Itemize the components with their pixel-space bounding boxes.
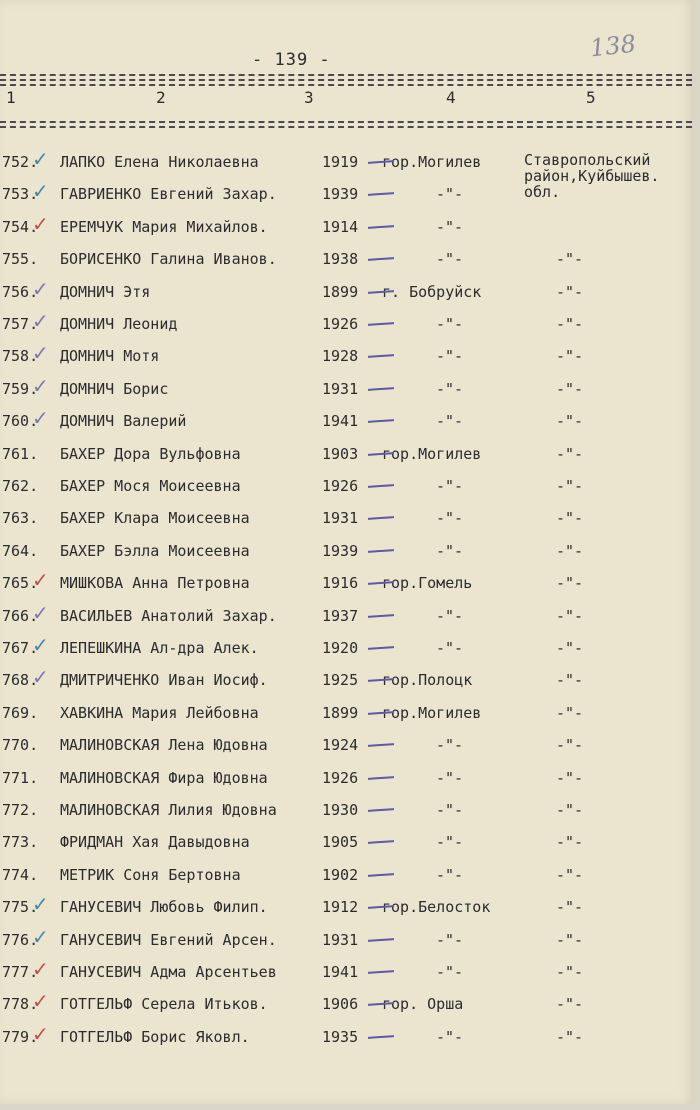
- birth-place: -"-: [436, 509, 464, 528]
- table-row: [0, 210, 692, 240]
- table-row: [0, 696, 692, 726]
- record-number: 762.: [2, 477, 39, 495]
- table-row: [0, 631, 692, 661]
- region: -"-: [556, 282, 584, 301]
- pencil-dash-mark: [368, 354, 394, 358]
- checkmark-icon: ✓: [32, 1021, 49, 1046]
- pencil-dash-mark: [368, 776, 394, 780]
- region: -"-: [556, 801, 584, 819]
- birth-year: 1899: [322, 282, 359, 301]
- person-name: МАЛИНОВСКАЯ Лилия Юдовна: [60, 801, 277, 819]
- archive-number-handwritten: 138: [588, 29, 638, 63]
- pencil-dash-mark: [368, 840, 394, 844]
- birth-year: 1925: [322, 671, 359, 690]
- column-header-1: 1: [6, 88, 16, 107]
- region: -"-: [556, 412, 584, 431]
- birth-place: -"-: [436, 379, 464, 398]
- person-name: МЕТРИК Соня Бертовна: [60, 865, 241, 884]
- record-number: 777.: [2, 963, 39, 981]
- birth-year: 1931: [322, 509, 359, 528]
- birth-place: гор.Полоцк: [382, 671, 473, 690]
- person-name: ДОМНИЧ Этя: [60, 282, 151, 301]
- table-row: [0, 599, 692, 629]
- column-header-4: 4: [446, 88, 456, 107]
- region: -"-: [556, 865, 584, 884]
- checkmark-icon: ✓: [32, 924, 49, 949]
- checkmark-icon: ✓: [32, 600, 49, 625]
- pencil-dash-mark: [368, 516, 394, 520]
- region-line: обл.: [524, 183, 561, 201]
- birth-year: 1916: [322, 574, 359, 593]
- table-row: [0, 1020, 692, 1050]
- birth-place: -"-: [436, 930, 464, 949]
- person-name: ДОМНИЧ Валерий: [60, 412, 187, 431]
- region: -"-: [556, 833, 584, 852]
- pencil-dash-mark: [368, 387, 394, 391]
- birth-place: -"-: [436, 639, 464, 657]
- birth-place: гор. Орша: [382, 995, 464, 1014]
- table-row: [0, 275, 692, 305]
- region: -"-: [556, 477, 584, 495]
- record-number: 754.: [2, 217, 39, 236]
- birth-place: -"-: [436, 865, 464, 884]
- table-row: [0, 372, 692, 402]
- checkmark-icon: ✓: [32, 568, 49, 593]
- record-number: 752.: [2, 153, 39, 171]
- birth-year: 1924: [322, 736, 359, 755]
- page-number: - 139 -: [252, 50, 331, 70]
- birth-year: 1905: [322, 833, 359, 852]
- person-name: БАХЕР Клара Моисеевна: [60, 509, 250, 528]
- region: -"-: [556, 1027, 584, 1046]
- birth-place: -"-: [436, 347, 464, 366]
- birth-year: 1935: [322, 1027, 359, 1046]
- birth-year: 1906: [322, 995, 359, 1014]
- birth-year: 1912: [322, 898, 359, 917]
- checkmark-icon: ✓: [32, 276, 49, 301]
- record-number: 774.: [2, 865, 39, 884]
- checkmark-icon: ✓: [32, 147, 49, 171]
- column-header-5: 5: [586, 88, 596, 107]
- birth-place: -"-: [436, 768, 464, 787]
- birth-place: -"-: [436, 1027, 464, 1046]
- birth-place: -"-: [436, 477, 464, 495]
- person-name: МАЛИНОВСКАЯ Лена Юдовна: [60, 736, 268, 755]
- table-row: [0, 177, 692, 207]
- region: -"-: [556, 703, 584, 722]
- table-row: [0, 404, 692, 434]
- pencil-dash-mark: [368, 970, 394, 974]
- header-rule: [0, 74, 692, 76]
- pencil-dash-mark: [368, 938, 394, 942]
- person-name: ГАНУСЕВИЧ Евгений Арсен.: [60, 930, 277, 949]
- region: -"-: [556, 768, 584, 787]
- person-name: ЛАПКО Елена Николаевна: [60, 153, 259, 171]
- table-row: [0, 242, 692, 272]
- pencil-dash-mark: [368, 322, 394, 326]
- record-number: 756.: [2, 282, 39, 301]
- person-name: ГОТГЕЛЬФ Борис Яковл.: [60, 1027, 250, 1046]
- record-number: 778.: [2, 995, 39, 1014]
- birth-place: гор.Могилев: [382, 703, 482, 722]
- region: -"-: [556, 995, 584, 1014]
- table-row: [0, 437, 692, 467]
- birth-year: 1902: [322, 865, 359, 884]
- region-line: Ставропольский: [524, 151, 651, 169]
- table-row: [0, 663, 692, 693]
- table-row: [0, 923, 692, 953]
- person-name: ЕРЕМЧУК Мария Михайлов.: [60, 217, 268, 236]
- checkmark-icon: ✓: [32, 373, 49, 398]
- region: -"-: [556, 736, 584, 755]
- region: -"-: [556, 930, 584, 949]
- table-row: [0, 793, 692, 823]
- birth-place: -"-: [436, 736, 464, 755]
- birth-place: -"-: [436, 315, 464, 333]
- person-name: ГАВРИЕНКО Евгений Захар.: [60, 185, 277, 204]
- pencil-dash-mark: [368, 225, 394, 229]
- region: -"-: [556, 963, 584, 981]
- record-number: 758.: [2, 347, 39, 366]
- table-row: [0, 728, 692, 758]
- header-rule: [0, 126, 692, 128]
- pencil-dash-mark: [368, 614, 394, 618]
- person-name: ДОМНИЧ Мотя: [60, 347, 160, 366]
- region: -"-: [556, 250, 584, 269]
- checkmark-icon: ✓: [32, 211, 49, 236]
- table-row: [0, 145, 692, 175]
- table-row: [0, 761, 692, 791]
- table-row: [0, 890, 692, 920]
- checkmark-icon: ✓: [32, 665, 49, 690]
- record-number: 763.: [2, 509, 39, 528]
- record-number: 755.: [2, 250, 39, 269]
- person-name: ГАНУСЕВИЧ Любовь Филип.: [60, 898, 268, 917]
- record-number: 753.: [2, 185, 39, 204]
- person-name: БОРИСЕНКО Галина Иванов.: [60, 250, 277, 269]
- birth-year: 1914: [322, 217, 359, 236]
- birth-year: 1937: [322, 606, 359, 625]
- record-number: 759.: [2, 379, 39, 398]
- table-row: [0, 469, 692, 499]
- person-name: ГАНУСЕВИЧ Адма Арсентьев: [60, 963, 277, 981]
- region: -"-: [556, 347, 584, 366]
- record-number: 772.: [2, 801, 39, 819]
- birth-place: -"-: [436, 541, 464, 560]
- header-rule: [0, 84, 692, 86]
- birth-year: 1926: [322, 768, 359, 787]
- birth-place: гор.Белосток: [382, 898, 491, 917]
- pencil-dash-mark: [368, 257, 394, 261]
- record-number: 771.: [2, 768, 39, 787]
- person-name: БАХЕР Дора Вульфовна: [60, 444, 241, 463]
- pencil-dash-mark: [368, 743, 394, 747]
- column-header-3: 3: [304, 88, 314, 107]
- pencil-dash-mark: [368, 808, 394, 812]
- region: -"-: [556, 444, 584, 463]
- region: -"-: [556, 541, 584, 560]
- birth-year: 1938: [322, 250, 359, 269]
- pencil-dash-mark: [368, 192, 394, 196]
- birth-year: 1920: [322, 639, 359, 657]
- region: -"-: [556, 509, 584, 528]
- record-number: 757.: [2, 315, 39, 333]
- birth-place: -"-: [436, 412, 464, 431]
- birth-place: гор.Могилев: [382, 444, 482, 463]
- record-number: 776.: [2, 930, 39, 949]
- table-row: [0, 955, 692, 985]
- birth-year: 1931: [322, 379, 359, 398]
- region: -"-: [556, 606, 584, 625]
- record-number: 768.: [2, 671, 39, 690]
- pencil-dash-mark: [368, 873, 394, 877]
- region: -"-: [556, 574, 584, 593]
- region-line: район,Куйбышев.: [524, 167, 660, 185]
- person-name: ДМИТРИЧЕНКО Иван Иосиф.: [60, 671, 268, 690]
- header-rule: [0, 79, 692, 81]
- table-row: [0, 566, 692, 596]
- checkmark-icon: ✓: [32, 309, 49, 333]
- pencil-dash-mark: [368, 419, 394, 423]
- checkmark-icon: ✓: [32, 892, 49, 917]
- person-name: БАХЕР Мося Моисеевна: [60, 477, 241, 495]
- checkmark-icon: ✓: [32, 633, 49, 657]
- birth-year: 1926: [322, 477, 359, 495]
- pencil-dash-mark: [368, 549, 394, 553]
- birth-year: 1926: [322, 315, 359, 333]
- record-number: 775.: [2, 898, 39, 917]
- birth-year: 1903: [322, 444, 359, 463]
- column-header-2: 2: [156, 88, 166, 107]
- checkmark-icon: ✓: [32, 341, 49, 366]
- table-row: [0, 987, 692, 1017]
- record-number: 764.: [2, 541, 39, 560]
- person-name: БАХЕР Бэлла Моисеевна: [60, 541, 250, 560]
- person-name: ДОМНИЧ Леонид: [60, 315, 178, 333]
- record-number: 766.: [2, 606, 39, 625]
- record-number: 769.: [2, 703, 39, 722]
- region: -"-: [556, 671, 584, 690]
- birth-place: -"-: [436, 606, 464, 625]
- birth-year: 1928: [322, 347, 359, 366]
- birth-place: -"-: [436, 185, 464, 204]
- birth-place: г. Бобруйск: [382, 282, 482, 301]
- checkmark-icon: ✓: [32, 989, 49, 1014]
- birth-place: -"-: [436, 250, 464, 269]
- birth-place: гор.Гомель: [382, 574, 473, 593]
- record-number: 770.: [2, 736, 39, 755]
- birth-year: 1941: [322, 963, 359, 981]
- birth-year: 1919: [322, 153, 359, 171]
- record-number: 760.: [2, 412, 39, 431]
- birth-year: 1899: [322, 703, 359, 722]
- table-row: [0, 858, 692, 888]
- region: -"-: [556, 898, 584, 917]
- table-row: [0, 825, 692, 855]
- person-name: ДОМНИЧ Борис: [60, 379, 169, 398]
- birth-year: 1930: [322, 801, 359, 819]
- birth-place: -"-: [436, 963, 464, 981]
- region: -"-: [556, 639, 584, 657]
- pencil-dash-mark: [368, 484, 394, 488]
- header-rule: [0, 121, 692, 123]
- birth-place: гор.Могилев: [382, 153, 482, 171]
- record-number: 767.: [2, 639, 39, 657]
- birth-year: 1931: [322, 930, 359, 949]
- birth-place: -"-: [436, 801, 464, 819]
- pencil-dash-mark: [368, 646, 394, 650]
- checkmark-icon: ✓: [32, 406, 49, 431]
- birth-place: -"-: [436, 217, 464, 236]
- birth-year: 1939: [322, 185, 359, 204]
- checkmark-icon: ✓: [32, 957, 49, 981]
- region: -"-: [556, 315, 584, 333]
- person-name: МАЛИНОВСКАЯ Фира Юдовна: [60, 768, 268, 787]
- checkmark-icon: ✓: [32, 179, 49, 204]
- record-number: 761.: [2, 444, 39, 463]
- region: -"-: [556, 379, 584, 398]
- person-name: ВАСИЛЬЕВ Анатолий Захар.: [60, 606, 277, 625]
- record-number: 779.: [2, 1027, 39, 1046]
- record-number: 773.: [2, 833, 39, 852]
- table-row: [0, 307, 692, 337]
- person-name: ЛЕПЕШКИНА Ал-дра Алек.: [60, 639, 259, 657]
- pencil-dash-mark: [368, 1035, 394, 1039]
- table-row: [0, 339, 692, 369]
- birth-year: 1939: [322, 541, 359, 560]
- birth-year: 1941: [322, 412, 359, 431]
- person-name: ФРИДМАН Хая Давыдовна: [60, 833, 250, 852]
- birth-place: -"-: [436, 833, 464, 852]
- table-row: [0, 534, 692, 564]
- person-name: ГОТГЕЛЬФ Серела Итьков.: [60, 995, 268, 1014]
- person-name: МИШКОВА Анна Петровна: [60, 574, 250, 593]
- record-number: 765.: [2, 574, 39, 593]
- person-name: ХАВКИНА Мария Лейбовна: [60, 703, 259, 722]
- table-row: [0, 501, 692, 531]
